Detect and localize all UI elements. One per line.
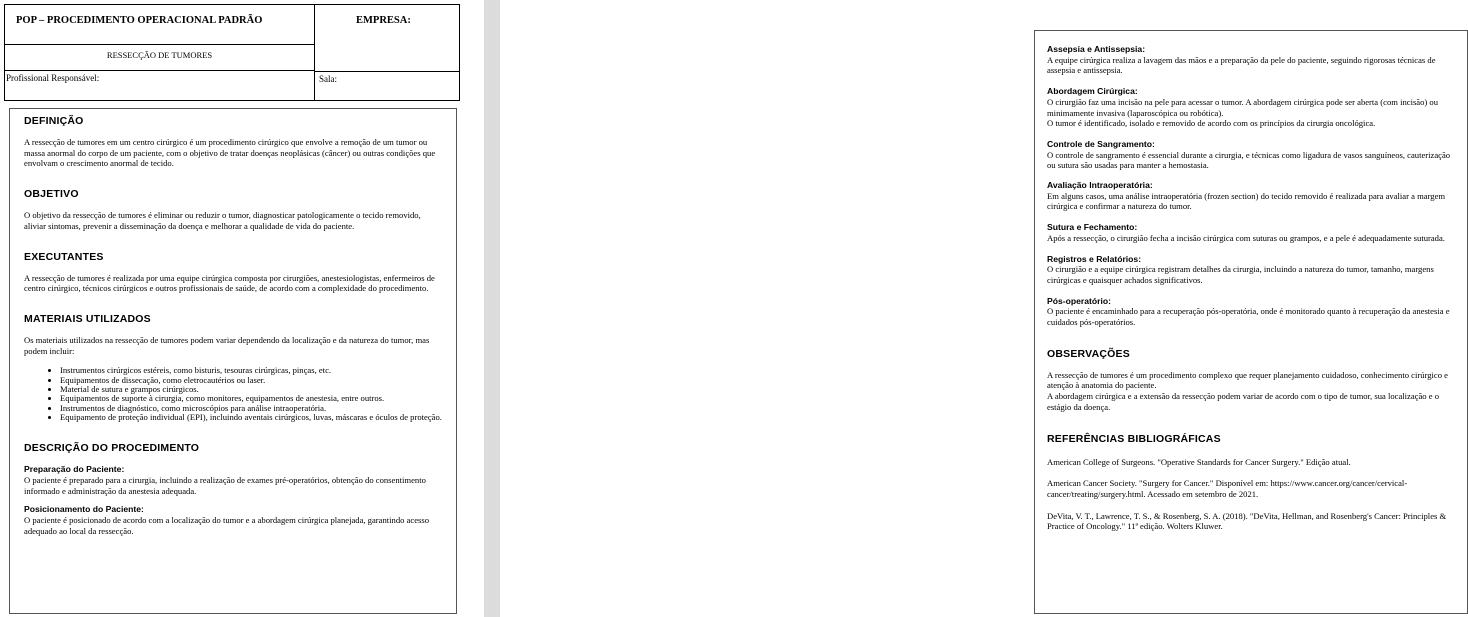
reference-item: American College of Surgeons. "Operative Standards for Cancer Surgery." Edição atual.: [1047, 456, 1351, 467]
materiais-heading: MATERIAIS UTILIZADOS: [24, 312, 151, 325]
observacoes-text: A abordagem cirúrgica e a extensão da ressecção podem variar de acordo com o tipo de tumor, sua localização e o estágio da doença.: [1047, 391, 1440, 412]
objetivo-text: O objetivo da ressecção de tumores é eliminar ou reduzir o tumor, diagnosticar patologicamente o tecido removido, aliviar sintomas, prevenir a disseminação da doença e melhorar a qualidade de vida do paciente.: [24, 210, 421, 231]
observacoes-heading: OBSERVAÇÕES: [1047, 347, 1130, 360]
reference-item: American Cancer Society. "Surgery for Cancer." Disponível em: https://www.cancer.org/cancer/cervical-cancer/treating/surgery.html. Acessado em setembro de 2021.: [1047, 478, 1408, 499]
document-title: POP – PROCEDIMENTO OPERACIONAL PADRÃO: [5, 5, 315, 45]
observacoes-text: A ressecção de tumores é um procedimento complexo que requer planejamento cuidadoso, conhecimento cirúrgico e atenção à anatomia do paciente.: [1047, 369, 1448, 391]
objetivo-heading: OBJETIVO: [24, 188, 79, 201]
content-box-right: [1034, 30, 1468, 614]
company-label: EMPRESA:: [356, 15, 411, 26]
step-text: O tumor é identificado, isolado e removido de acordo com os princípios da cirurgia oncológica.: [1047, 118, 1376, 129]
step-title: Assepsia e Antissepsia:: [1047, 44, 1146, 54]
header-table: [4, 4, 460, 101]
list-item: • Equipamentos de suporte à cirurgia, como monitores, equipamentos de anestesia, entre outros.: [60, 394, 442, 403]
list-item: • Equipamento de proteção individual (EPI), incluindo aventais cirúrgicos, luvas, máscaras e óculos de proteção.: [60, 413, 442, 422]
descricao-heading: DESCRIÇÃO DO PROCEDIMENTO: [24, 442, 200, 455]
step-title: Abordagem Cirúrgica:: [1047, 86, 1138, 97]
list-item: • Instrumentos cirúrgicos estéreis, como bisturis, tesouras cirúrgicas, pinças, etc.: [60, 366, 442, 375]
step-title: Avaliação Intraoperatória:: [1047, 180, 1153, 191]
definicao-text: A ressecção de tumores em um centro cirúrgico é um procedimento cirúrgico que envolve a remoção de um tumor ou massa anormal do corpo de um paciente, com o objetivo de tratar doenças neoplásicas (câncer) ou outras condições que envolvam o crescimento anormal de tecido.: [24, 137, 436, 169]
step-title: Registros e Relatórios:: [1047, 253, 1142, 264]
referencias-heading: REFERÊNCIAS BIBLIOGRÁFICAS: [1047, 432, 1221, 445]
step-text: O cirurgião faz uma incisão na pele para acessar o tumor. A abordagem cirúrgica pode ser aberta (com incisão) ou minimamente invasiva (laparoscópica ou robótica).: [1047, 96, 1439, 118]
list-item: • Instrumentos de diagnóstico, como microscópios para análise intraoperatória.: [60, 404, 442, 413]
step-text: Após a ressecção, o cirurgião fecha a incisão cirúrgica com suturas ou grampos, e a pele é adequadamente suturada.: [1047, 232, 1445, 243]
step-text: A equipe cirúrgica realiza a lavagem das mãos e a preparação da pele do paciente, seguindo rigorosas técnicas de assepsia e antissepsia.: [1047, 54, 1436, 76]
step-title: Pós-operatório:: [1047, 295, 1111, 306]
list-item: • Material de sutura e grampos cirúrgicos.: [60, 385, 442, 394]
executantes-text: A ressecção de tumores é realizada por uma equipe cirúrgica composta por cirurgiões, anestesiologistas, enfermeiros de centro cirúrgico, técnicos cirúrgicos e outros profissionais de saúde, de acordo com a complexidade do procedimento.: [24, 272, 435, 294]
document-page-1: [0, 0, 484, 617]
step-title: Sutura e Fechamento:: [1047, 222, 1138, 233]
step-text: O cirurgião e a equipe cirúrgica registram detalhes da cirurgia, incluindo a natureza do tumor, tamanho, margens cirúrgicas e quaisquer achados significativos.: [1047, 264, 1434, 285]
room-field[interactable]: Sala:: [315, 71, 459, 100]
step-text: O paciente é encaminhado para a recuperação pós-operatória, onde é monitorado quanto à recuperação da anestesia e cuidados pós-operatórios.: [1047, 306, 1450, 328]
reference-item: DeVita, V. T., Lawrence, T. S., & Rosenberg, S. A. (2018). "DeVita, Hellman, and Rosenberg's Cancer: Principles & Practice of Oncology." 11ª edição. Wolters Kluwer.: [1047, 510, 1447, 532]
document-page-2: [500, 0, 1451, 617]
step-text: O paciente é preparado para a cirurgia, incluindo a realização de exames pré-operatórios, obtenção do consentimento informado e administração da anestesia adequada.: [24, 474, 426, 496]
page-gutter: [484, 0, 500, 617]
professional-field[interactable]: Profissional Responsável:: [5, 71, 315, 100]
materiais-list: [24, 366, 442, 422]
content-box-left: [9, 108, 457, 614]
document-subtitle: RESSECÇÃO DE TUMORES: [5, 45, 315, 71]
step-title: Controle de Sangramento:: [1047, 138, 1155, 149]
definicao-heading: DEFINIÇÃO: [24, 115, 84, 127]
materiais-intro: Os materiais utilizados na ressecção de tumores podem variar dependendo da localização e da natureza do tumor, mas podem incluir:: [24, 334, 430, 356]
list-item: • Equipamentos de dissecação, como eletrocautérios ou laser.: [60, 376, 442, 385]
step-title: Preparação do Paciente:: [24, 464, 125, 475]
step-text: O paciente é posicionado de acordo com a localização do tumor e a abordagem cirúrgica planejada, garantindo acesso adequado ao local da ressecção.: [24, 514, 430, 536]
executantes-heading: EXECUTANTES: [24, 250, 104, 263]
step-title: Posicionamento do Paciente:: [24, 504, 144, 515]
step-text: O controle de sangramento é essencial durante a cirurgia, e técnicas como ligadura de vasos sanguíneos, cauterização ou sutura são usadas para manter a hemostasia.: [1047, 149, 1451, 171]
step-text: Em alguns casos, uma análise intraoperatória (frozen section) do tecido removido é realizada para avaliar a margem cirúrgica e confirmar a natureza do tumor.: [1047, 190, 1446, 212]
